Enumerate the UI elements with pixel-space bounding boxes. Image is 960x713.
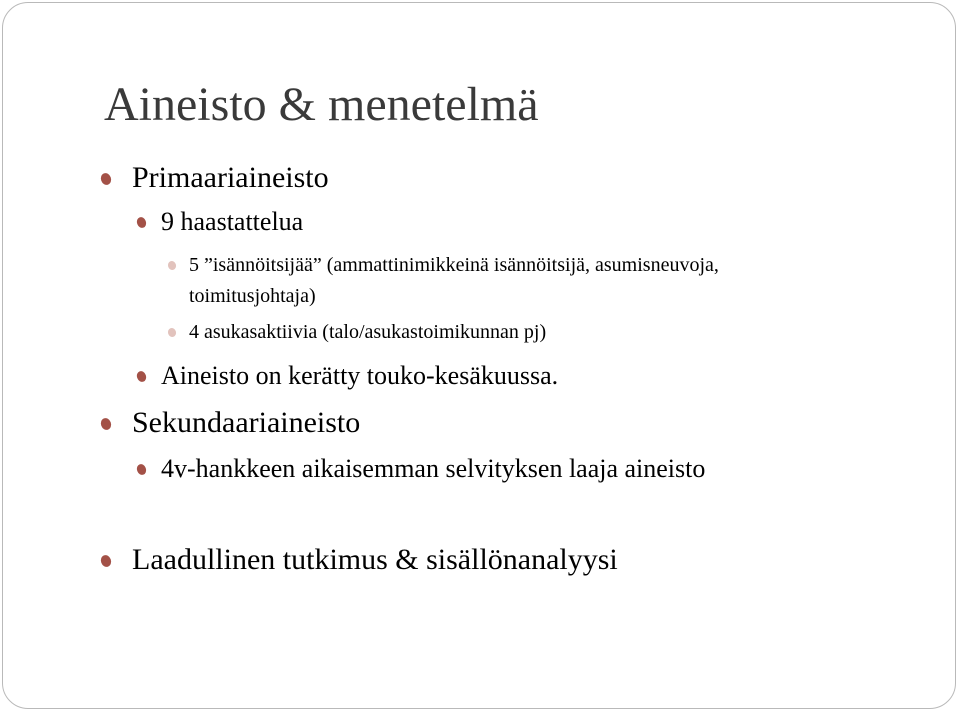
bullet-text-line1: 5 ”isännöitsijää” (ammattinimikkeinä isännöitsijä, asumisneuvoja,	[189, 254, 719, 276]
bullet-dot-icon	[167, 260, 178, 271]
bullet-haastattelua	[161, 206, 303, 238]
slide-title: Aineisto & menetelmä	[104, 78, 539, 131]
bullet-dot-icon	[99, 554, 113, 569]
bullet-dot-icon	[99, 172, 113, 187]
bullet-hankkeen	[161, 453, 705, 485]
bullet-dot-icon	[167, 327, 178, 338]
bullet-primaariaineisto	[132, 160, 329, 196]
bullet-text: Sekundaariaineisto	[132, 406, 361, 439]
bullet-dot-icon	[135, 463, 147, 476]
bullet-text-line2: toimitusjohtaja)	[189, 285, 316, 307]
bullet-text: 9 haastattelua	[161, 207, 304, 236]
bullet-dot-icon	[99, 417, 113, 432]
bullet-text: 4v-hankkeen aikaisemman selvityksen laaja aineisto	[161, 454, 706, 483]
bullet-keratty	[161, 360, 558, 392]
bullet-text: 4 asukasaktiivia (talo/asukastoimikunnan pj)	[189, 321, 547, 343]
bullet-isannoitsijaa	[189, 250, 719, 312]
bullet-dot-icon	[135, 370, 147, 383]
bullet-laadullinen	[132, 542, 618, 578]
bullet-asukasaktiivia	[189, 317, 546, 348]
slide	[2, 2, 956, 709]
bullet-sekundaariaineisto	[132, 405, 360, 441]
bullet-text: Primaariaineisto	[132, 161, 329, 194]
bullet-text: Laadullinen tutkimus & sisällönanalyysi	[132, 543, 618, 576]
bullet-dot-icon	[135, 216, 147, 229]
bullet-text: Aineisto on kerätty touko-kesäkuussa.	[161, 361, 559, 390]
